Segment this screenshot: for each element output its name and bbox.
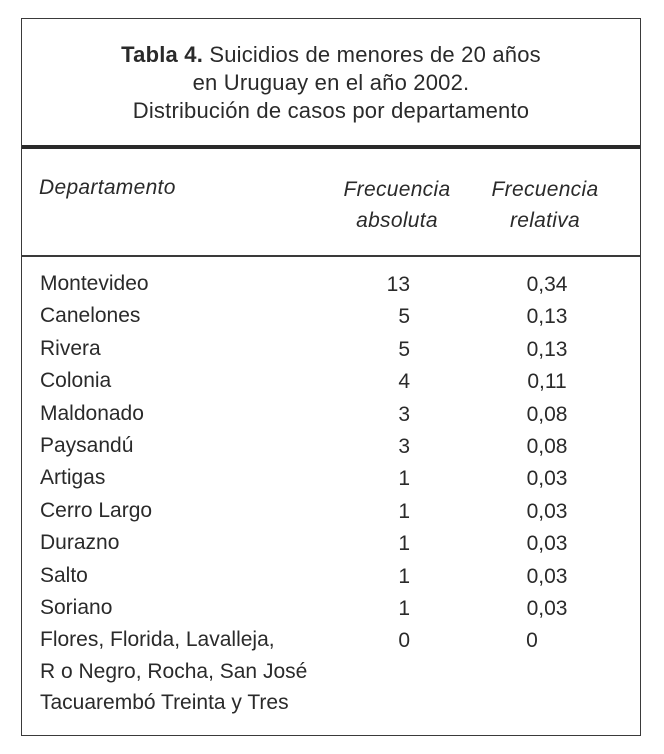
- cell-frecuencia-absoluta: 1: [398, 596, 410, 620]
- cell-frecuencia-relativa: 0,34: [526, 273, 568, 296]
- cell-frecuencia-relativa: 0: [526, 629, 538, 653]
- cell-frecuencia-relativa: 0,08: [526, 434, 568, 458]
- cell-departamento: Montevideo: [40, 272, 149, 295]
- cell-frecuencia-absoluta: 3: [398, 434, 410, 458]
- cell-departamento: Durazno: [40, 531, 120, 555]
- table-caption: [22, 41, 640, 125]
- column-header-rel-line-1: Frecuencia: [491, 178, 599, 201]
- table-row: [22, 268, 640, 300]
- cell-frecuencia-absoluta: 1: [398, 564, 410, 588]
- table-row: [22, 398, 640, 430]
- table-row: [22, 462, 640, 494]
- cell-frecuencia-relativa: 0,03: [526, 564, 568, 588]
- dept-line-2: R o Negro, Rocha, San José: [40, 659, 308, 683]
- table-row: [22, 527, 640, 559]
- dept-line-1: Flores, Florida, Lavalleja,: [40, 628, 275, 652]
- cell-departamento: Canelones: [40, 304, 141, 328]
- cell-frecuencia-absoluta: 5: [398, 337, 410, 361]
- table-row: [22, 365, 640, 397]
- cell-departamento: Soriano: [40, 595, 113, 619]
- table-number: Tabla 4.: [121, 42, 204, 67]
- caption-line-2: en Uruguay en el año 2002.: [192, 70, 470, 95]
- cell-frecuencia-absoluta: 4: [398, 370, 410, 394]
- column-header-frecuencia-relativa: [475, 174, 615, 236]
- table-row: [22, 300, 640, 332]
- caption-line-1: [22, 41, 640, 69]
- cell-departamento: Maldonado: [40, 401, 144, 425]
- dept-line-3: Tacuarembó Treinta y Tres: [40, 691, 289, 715]
- cell-frecuencia-relativa: 0,03: [526, 499, 568, 523]
- cell-departamento-multiline: [40, 624, 370, 719]
- cell-departamento: Paysandú: [40, 433, 134, 457]
- caption-title: Suicidios de menores de 20 años: [203, 42, 541, 67]
- caption-line-3: Distribución de casos por departamento: [132, 98, 530, 123]
- cell-frecuencia-relativa: 0,13: [526, 337, 568, 361]
- cell-departamento: Colonia: [40, 369, 112, 393]
- cell-frecuencia-relativa: 0,13: [526, 305, 568, 329]
- cell-frecuencia-absoluta: 1: [398, 467, 410, 491]
- table-row: [22, 430, 640, 462]
- table-row: [22, 560, 640, 592]
- cell-frecuencia-absoluta: 13: [386, 273, 410, 296]
- header-top-rule: [22, 145, 640, 149]
- table-body: [22, 268, 640, 724]
- cell-frecuencia-absoluta: 5: [398, 305, 410, 329]
- cell-departamento: Rivera: [40, 336, 101, 360]
- cell-frecuencia-relativa: 0,03: [526, 467, 568, 491]
- cell-departamento: Cerro Largo: [40, 498, 153, 522]
- table-row-remaining-departments: [22, 624, 640, 724]
- column-header-abs-line-1: Frecuencia: [343, 178, 451, 201]
- cell-frecuencia-absoluta: 1: [398, 532, 410, 556]
- cell-frecuencia-relativa: 0,11: [527, 370, 567, 394]
- cell-frecuencia-absoluta: 0: [398, 629, 410, 653]
- cell-departamento: Artigas: [40, 466, 106, 490]
- cell-frecuencia-relativa: 0,08: [526, 402, 568, 426]
- column-header-frecuencia-absoluta: [322, 174, 472, 236]
- cell-frecuencia-relativa: 0,03: [526, 532, 568, 556]
- column-header-rel-line-2: relativa: [509, 209, 581, 232]
- cell-departamento: Salto: [40, 563, 88, 587]
- table-row: [22, 592, 640, 624]
- table-row: [22, 333, 640, 365]
- column-header-departamento: Departamento: [39, 176, 176, 199]
- cell-frecuencia-absoluta: 3: [398, 402, 410, 426]
- cell-frecuencia-relativa: 0,03: [526, 596, 568, 620]
- column-header-abs-line-2: absoluta: [356, 209, 438, 232]
- cell-frecuencia-absoluta: 1: [398, 499, 410, 523]
- table-frame: [21, 18, 641, 736]
- header-bottom-rule: [22, 255, 640, 257]
- table-row: [22, 495, 640, 527]
